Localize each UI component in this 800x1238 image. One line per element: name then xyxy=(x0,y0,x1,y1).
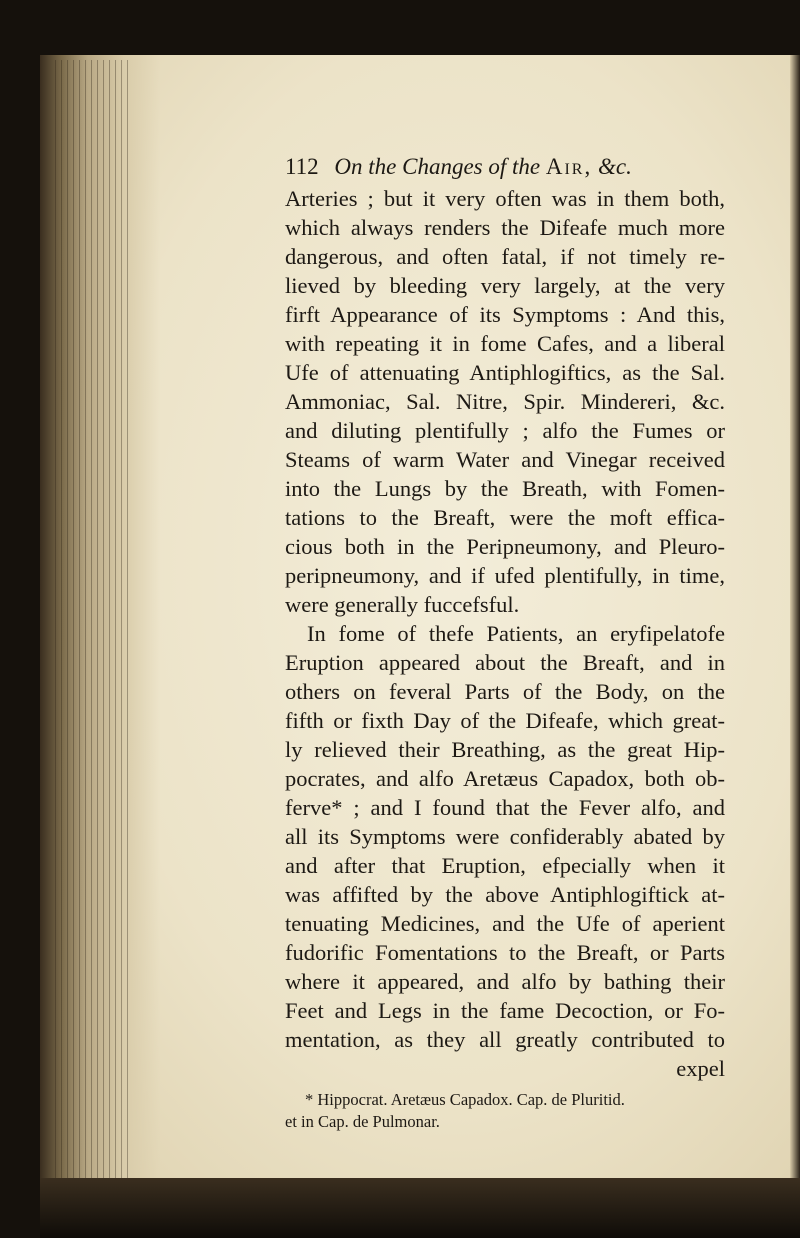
right-page-edge xyxy=(790,55,800,1185)
bottom-shadow xyxy=(40,1178,800,1238)
running-title: On the Changes of the xyxy=(334,154,541,179)
text-line: and after that Eruption, efpecially when it xyxy=(285,853,725,878)
footnote-line: * Hippocrat. Aretæus Capadox. Cap. de Pluritid. xyxy=(305,1090,625,1109)
footnote-line: et in Cap. de Pulmonar. xyxy=(285,1112,440,1131)
text-line: ferve* ; and I found that the Fever alfo, and xyxy=(285,795,725,820)
text-line: dangerous, and often fatal, if not timely re- xyxy=(285,244,725,269)
text-line: tations to the Breaft, were the moft effica- xyxy=(285,505,725,530)
body-text xyxy=(285,184,725,1054)
text-line: tenuating Medicines, and the Ufe of aperient xyxy=(285,911,725,936)
text-line: fifth or fixth Day of the Difeafe, which great- xyxy=(285,708,725,733)
text-line: was affifted by the above Antiphlogiftick at- xyxy=(285,882,725,907)
running-title-air: Air, xyxy=(545,154,593,179)
text-line: Eruption appeared about the Breaft, and in xyxy=(285,650,725,675)
text-line: into the Lungs by the Breath, with Fomen- xyxy=(285,476,725,501)
text-line: firft Appearance of its Symptoms : And this, xyxy=(285,302,725,327)
text-line: lieved by bleeding very largely, at the very xyxy=(285,273,725,298)
text-line: Ammoniac, Sal. Nitre, Spir. Mindereri, &c. xyxy=(285,389,725,414)
running-header xyxy=(285,150,725,184)
text-line: cious both in the Peripneumony, and Pleuro- xyxy=(285,534,725,559)
text-line: with repeating it in fome Cafes, and a liberal xyxy=(285,331,725,356)
text-line: and diluting plentifully ; alfo the Fumes or xyxy=(285,418,725,443)
text-line: were generally fuccefsful. xyxy=(285,592,520,617)
text-line: Steams of warm Water and Vinegar received xyxy=(285,447,725,472)
text-line: where it appeared, and alfo by bathing their xyxy=(285,969,725,994)
text-line: others on feveral Parts of the Body, on the xyxy=(285,679,725,704)
text-line: which always renders the Difeafe much more xyxy=(285,215,725,240)
text-line: peripneumony, and if ufed plentifully, in time, xyxy=(285,563,725,588)
text-line: In fome of thefe Patients, an eryfipelatofe xyxy=(307,621,725,646)
running-title-etc: &c. xyxy=(597,154,632,179)
text-line: pocrates, and alfo Aretæus Capadox, both ob- xyxy=(285,766,725,791)
text-line: mentation, as they all greatly contributed to xyxy=(285,1027,725,1052)
text-line: Feet and Legs in the fame Decoction, or Fo- xyxy=(285,998,725,1023)
gutter-page-edges xyxy=(55,60,130,1180)
text-line: Ufe of attenuating Antiphlogiftics, as the Sal. xyxy=(285,360,725,385)
page-number: 112 xyxy=(285,154,319,179)
footnote xyxy=(285,1089,725,1133)
page-text xyxy=(285,150,725,1133)
text-line: ly relieved their Breathing, as the great Hip- xyxy=(285,737,725,762)
text-line: Arteries ; but it very often was in them both, xyxy=(285,186,725,211)
text-line: fudorific Fomentations to the Breaft, or Parts xyxy=(285,940,725,965)
catchword: expel xyxy=(676,1056,725,1081)
text-line: all its Symptoms were confiderably abated by xyxy=(285,824,725,849)
